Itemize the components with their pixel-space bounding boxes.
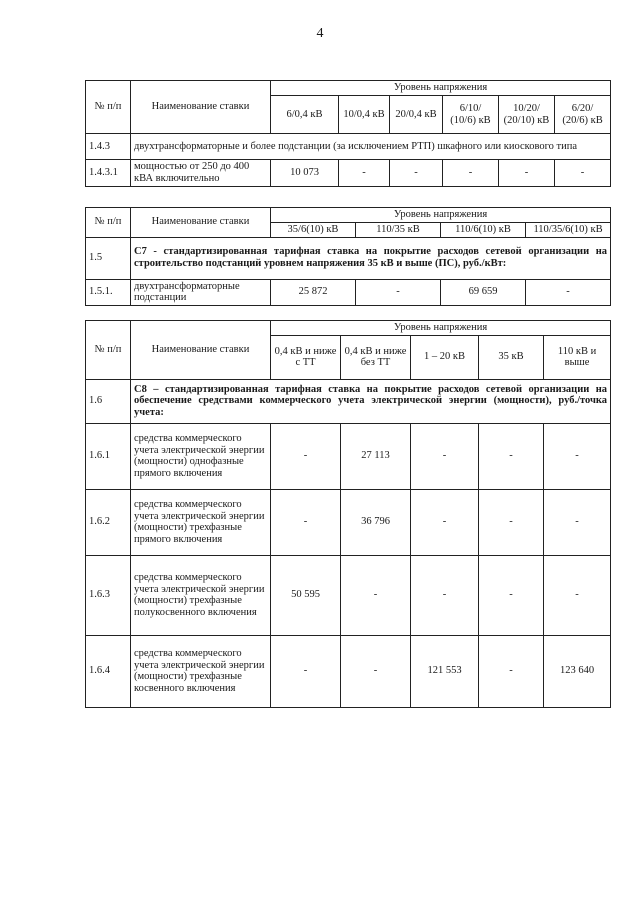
rate-value: - (356, 279, 441, 306)
row-number: 1.6.2 (86, 489, 131, 555)
header-num: № п/п (86, 321, 131, 380)
rate-value: - (555, 160, 611, 187)
row-number: 1.4.3.1 (86, 160, 131, 187)
rate-value: - (479, 635, 544, 707)
rate-value: 36 796 (341, 489, 411, 555)
row-number: 1.5 (86, 237, 131, 279)
rate-value: - (411, 555, 479, 635)
rate-value: 123 640 (544, 635, 611, 707)
section-description: С8 – стандартизированная тарифная ставка на покрытие расходов сетевой организации на обеспечение средствами коммерческого учета электрической энергии (мощности), руб./точка учета: (131, 379, 611, 423)
voltage-level: 35 кВ (479, 335, 544, 379)
rate-value: 10 073 (271, 160, 339, 187)
rate-value: - (544, 423, 611, 489)
header-num: № п/п (86, 81, 131, 134)
voltage-level: 0,4 кВ и ниже без ТТ (341, 335, 411, 379)
rate-value: 69 659 (441, 279, 526, 306)
voltage-level: 10/0,4 кВ (339, 96, 390, 134)
header-rate-name: Наименование ставки (131, 208, 271, 238)
rate-value: 27 113 (341, 423, 411, 489)
rate-value: - (390, 160, 443, 187)
voltage-level: 6/10/ (10/6) кВ (443, 96, 499, 134)
rate-value: - (544, 489, 611, 555)
header-rate-name: Наименование ставки (131, 81, 271, 134)
voltage-level: 6/0,4 кВ (271, 96, 339, 134)
tariff-table-c8 (85, 320, 611, 708)
rate-value: 121 553 (411, 635, 479, 707)
header-voltage-level: Уровень напряжения (271, 208, 611, 223)
rate-value: - (479, 423, 544, 489)
row-number: 1.6.4 (86, 635, 131, 707)
rate-value: - (411, 423, 479, 489)
rate-value: - (271, 489, 341, 555)
voltage-level: 110 кВ и выше (544, 335, 611, 379)
voltage-level: 35/6(10) кВ (271, 222, 356, 237)
rate-value: 25 872 (271, 279, 356, 306)
rate-value: - (341, 635, 411, 707)
rate-value: - (499, 160, 555, 187)
rate-value: 50 595 (271, 555, 341, 635)
row-number: 1.4.3 (86, 134, 131, 160)
section-description: С7 - стандартизированная тарифная ставка на покрытие расходов сетевой организации на строительство подстанций уровнем напряжения 35 кВ и выше (ПС), руб./кВт: (131, 237, 611, 279)
rate-name: средства коммерческого учета электрической энергии (мощности) трехфазные прямого включения (131, 489, 271, 555)
header-voltage-level: Уровень напряжения (271, 321, 611, 336)
rate-value: - (411, 489, 479, 555)
rate-name: мощностью от 250 до 400 кВА включительно (131, 160, 271, 187)
header-num: № п/п (86, 208, 131, 238)
page-number: 4 (316, 26, 324, 41)
row-number: 1.6.3 (86, 555, 131, 635)
voltage-level: 0,4 кВ и ниже с ТТ (271, 335, 341, 379)
header-rate-name: Наименование ставки (131, 321, 271, 380)
row-number: 1.6 (86, 379, 131, 423)
rate-value: - (341, 555, 411, 635)
rate-value: - (544, 555, 611, 635)
rate-value: - (479, 489, 544, 555)
rate-value: - (271, 423, 341, 489)
rate-value: - (526, 279, 611, 306)
rate-value: - (479, 555, 544, 635)
voltage-level: 110/35/6(10) кВ (526, 222, 611, 237)
tariff-table-c7 (85, 207, 611, 306)
voltage-level: 110/35 кВ (356, 222, 441, 237)
voltage-level: 110/6(10) кВ (441, 222, 526, 237)
voltage-level: 1 – 20 кВ (411, 335, 479, 379)
row-number: 1.5.1. (86, 279, 131, 306)
rate-name: двухтрансформаторные подстанции (131, 279, 271, 306)
tariff-table-substations-kiosk (85, 80, 611, 187)
rate-name: средства коммерческого учета электрической энергии (мощности) трехфазные полукосвенного включения (131, 555, 271, 635)
header-voltage-level: Уровень напряжения (271, 81, 611, 96)
voltage-level: 6/20/ (20/6) кВ (555, 96, 611, 134)
rate-value: - (339, 160, 390, 187)
voltage-level: 20/0,4 кВ (390, 96, 443, 134)
rate-name: средства коммерческого учета электрической энергии (мощности) однофазные прямого включения (131, 423, 271, 489)
row-number: 1.6.1 (86, 423, 131, 489)
rate-name: средства коммерческого учета электрической энергии (мощности) трехфазные косвенного включения (131, 635, 271, 707)
voltage-level: 10/20/ (20/10) кВ (499, 96, 555, 134)
rate-value: - (443, 160, 499, 187)
section-description: двухтрансформаторные и более подстанции (за исключением РТП) шкафного или киоскового типа (131, 134, 611, 160)
rate-value: - (271, 635, 341, 707)
